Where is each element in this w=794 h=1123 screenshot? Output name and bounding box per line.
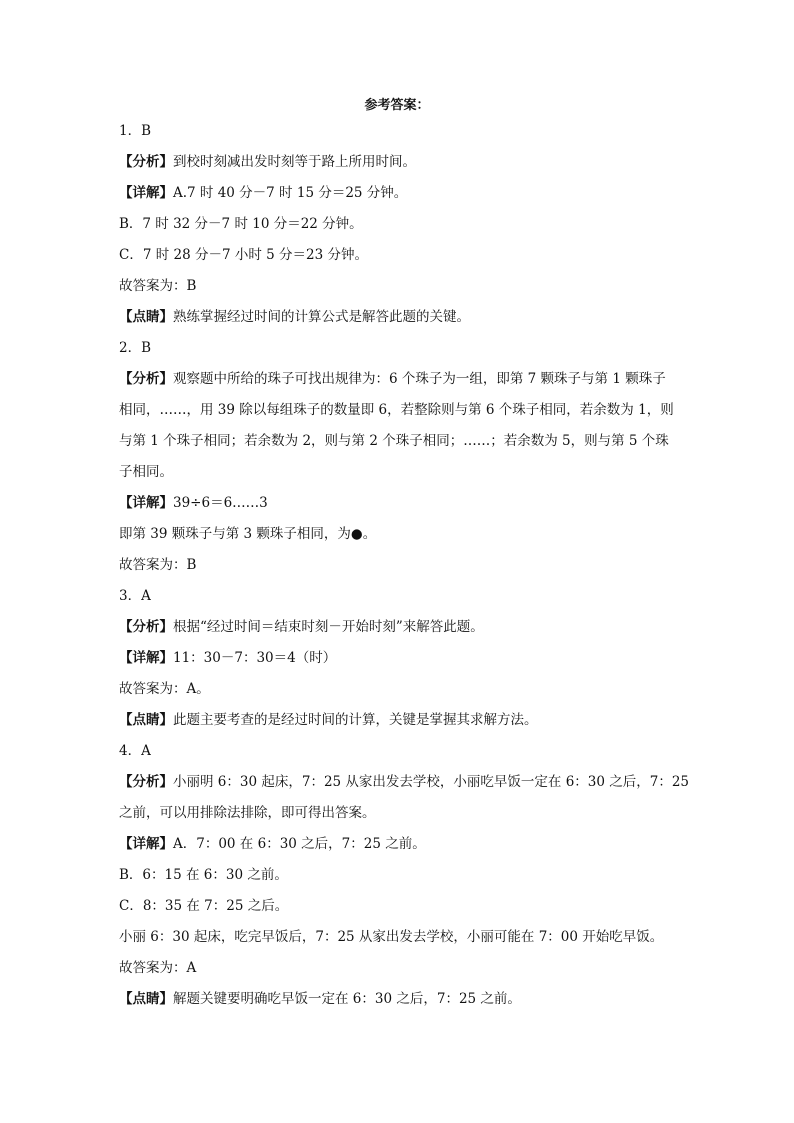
line-text: 之前，可以用排除法排除，即可得出答案。 <box>119 805 376 821</box>
line-text: 此题主要考查的是经过时间的计算，关键是掌握其求解方法。 <box>173 712 538 728</box>
line-text: 即第 39 颗珠子与第 3 颗珠子相同，为●。 <box>119 526 377 542</box>
line-text: 根据“经过时间＝结束时刻－开始时刻”来解答此题。 <box>173 619 484 635</box>
section-tag: 【详解】 <box>119 495 173 511</box>
answer-line <box>119 679 679 710</box>
section-tag: 【点睛】 <box>119 712 173 728</box>
line-text: 1．B <box>119 123 152 139</box>
answer-body <box>119 121 690 1020</box>
answer-line <box>119 741 679 772</box>
line-text: 39÷6＝6……3 <box>173 495 268 511</box>
answer-line <box>119 152 679 183</box>
line-text: 子相同。 <box>119 464 173 480</box>
answer-line <box>119 245 679 276</box>
answer-line <box>119 214 679 245</box>
answer-line <box>119 338 679 369</box>
answer-line <box>119 183 679 214</box>
answer-line <box>119 710 679 741</box>
section-tag: 【点睛】 <box>119 991 173 1007</box>
line-text: 故答案为：A。 <box>119 681 210 697</box>
line-text: 故答案为：B <box>119 278 197 294</box>
line-text: 故答案为：A <box>119 960 197 976</box>
answer-line <box>119 834 679 865</box>
line-text: A.7 时 40 分－7 时 15 分＝25 分钟。 <box>173 185 408 201</box>
answer-line <box>119 307 679 338</box>
line-text: B．6：15 在 6：30 之前。 <box>119 867 288 883</box>
line-text: C．8：35 在 7：25 之后。 <box>119 898 289 914</box>
line-text: 相同，……，用 39 除以每组珠子的数量即 6，若整除则与第 6 个珠子相同，若余数为 1，则 <box>119 402 674 418</box>
answer-line <box>119 400 679 431</box>
section-tag: 【点睛】 <box>119 309 173 325</box>
page-title: 参考答案： <box>364 98 430 113</box>
answer-line <box>119 431 679 462</box>
answer-line <box>119 555 679 586</box>
line-text: 解题关键要明确吃早饭一定在 6：30 之后，7：25 之前。 <box>173 991 521 1007</box>
line-text: A．7：00 在 6：30 之后，7：25 之前。 <box>173 836 426 852</box>
answer-line <box>119 772 690 803</box>
answer-line <box>119 617 679 648</box>
section-tag: 【详解】 <box>119 185 173 201</box>
line-text: 熟练掌握经过时间的计算公式是解答此题的关键。 <box>173 309 470 325</box>
answer-line <box>119 927 679 958</box>
line-text: 2．B <box>119 340 152 356</box>
line-text: 故答案为：B <box>119 557 197 573</box>
section-tag: 【分析】 <box>119 371 173 387</box>
answer-line <box>119 121 679 152</box>
line-text: 小丽明 6：30 起床，7：25 从家出发去学校，小丽吃早饭一定在 6：30 之后，7：25 <box>173 774 690 790</box>
line-text: 观察题中所给的珠子可找出规律为：6 个珠子为一组，即第 7 颗珠子与第 1 颗珠子 <box>173 371 666 387</box>
section-tag: 【分析】 <box>119 619 173 635</box>
line-text: C．7 时 28 分－7 小时 5 分＝23 分钟。 <box>119 247 368 263</box>
answer-line <box>119 896 679 927</box>
answer-line <box>119 493 679 524</box>
answer-line <box>119 803 679 834</box>
answer-line <box>119 369 679 400</box>
line-text: 3．A <box>119 588 151 604</box>
line-text: 与第 1 个珠子相同；若余数为 2，则与第 2 个珠子相同；……；若余数为 5，则与第 5 个珠 <box>119 433 669 449</box>
answer-line <box>119 865 679 896</box>
answer-line <box>119 648 679 679</box>
line-text: 小丽 6：30 起床，吃完早饭后，7：25 从家出发去学校，小丽可能在 7：00 开始吃早饭。 <box>119 929 664 945</box>
answer-line <box>119 276 679 307</box>
section-tag: 【分析】 <box>119 154 173 170</box>
line-text: 4．A <box>119 743 151 759</box>
answer-line <box>119 524 679 555</box>
answer-line <box>119 958 679 989</box>
section-tag: 【分析】 <box>119 774 173 790</box>
line-text: 11：30－7：30＝4（时） <box>173 650 337 666</box>
line-text: B．7 时 32 分－7 时 10 分＝22 分钟。 <box>119 216 363 232</box>
section-tag: 【详解】 <box>119 836 173 852</box>
answer-line <box>119 989 679 1020</box>
answer-line <box>119 586 679 617</box>
answer-line <box>119 462 679 493</box>
line-text: 到校时刻减出发时刻等于路上所用时间。 <box>173 154 416 170</box>
section-tag: 【详解】 <box>119 650 173 666</box>
